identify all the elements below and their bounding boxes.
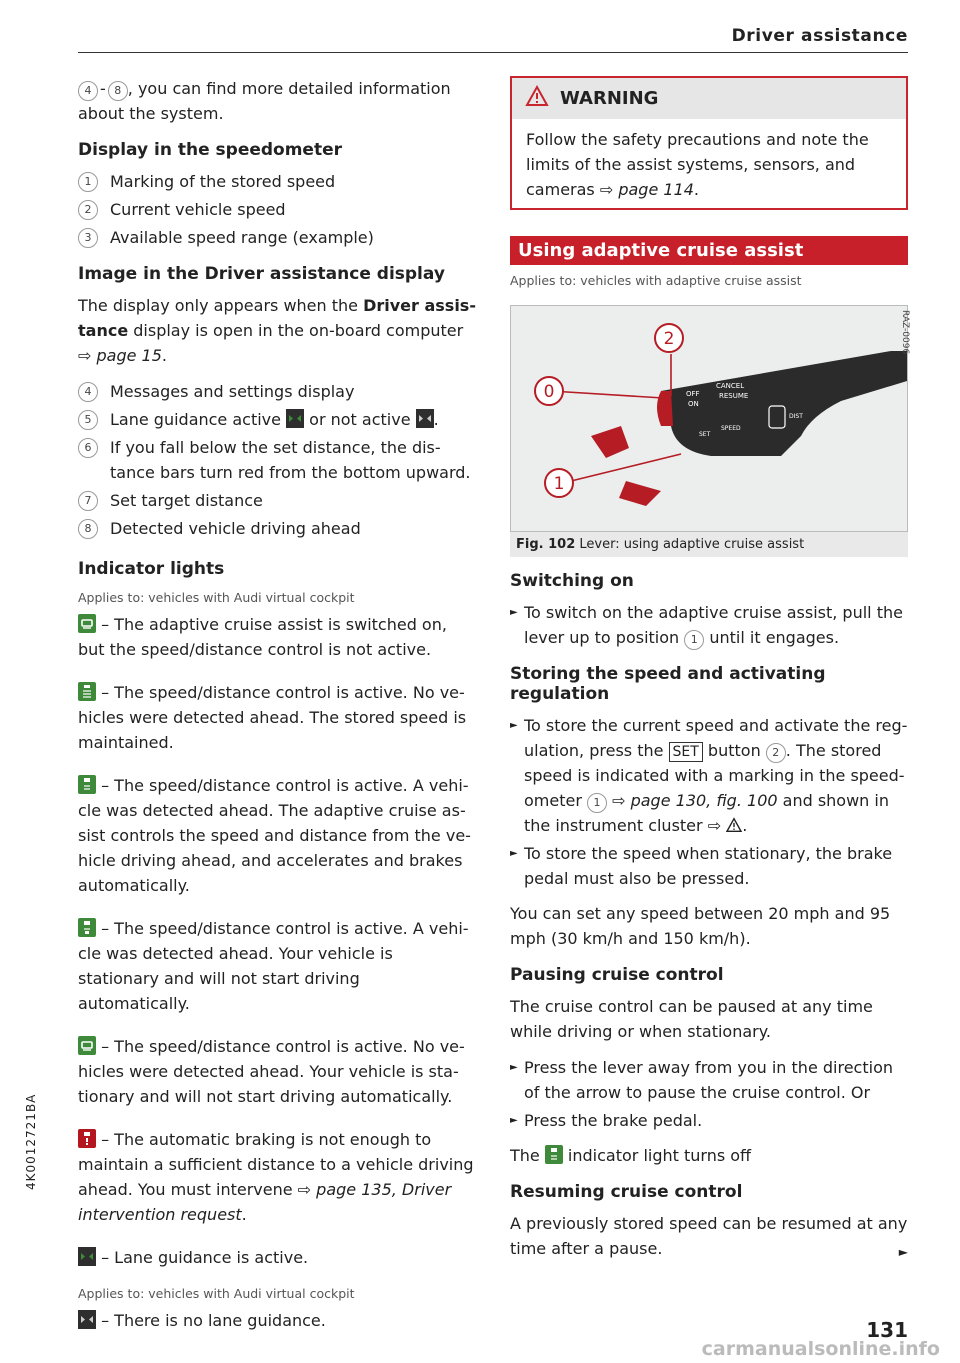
- callout-number: 2: [78, 200, 98, 220]
- text: The display only appears when the: [78, 296, 364, 315]
- bullet-arrow-icon: ►: [510, 848, 518, 859]
- text: until it engages.: [704, 628, 840, 647]
- item-text: [110, 407, 439, 432]
- lever-label-dist: DIST: [789, 413, 803, 420]
- lane-guidance-inactive-icon: [78, 1310, 96, 1329]
- text: – There is no lane guidance.: [96, 1311, 326, 1330]
- page-reference[interactable]: ⇨ page 114: [599, 180, 694, 199]
- bullet-arrow-icon: ►: [510, 1062, 518, 1073]
- item-text: Detected vehicle driving ahead: [110, 519, 361, 538]
- text: display is open in the on-board computer: [128, 321, 464, 340]
- page-reference[interactable]: ⇨ page 135, Driver intervention request: [78, 1180, 452, 1224]
- pause-paragraph: The cruise control can be paused at any time while driving or when stationary.: [510, 997, 873, 1041]
- callout-4: 4: [78, 81, 98, 101]
- acc-stationary-no-vehicle-icon: [78, 1036, 96, 1055]
- item-text: Set target distance: [110, 491, 263, 510]
- lane-guidance-inactive-icon: [416, 409, 434, 428]
- text: A previously stored speed can be resumed at any time after a pause.: [510, 1214, 908, 1258]
- callout-number: 1: [587, 793, 607, 813]
- header-title: Driver assistance: [731, 26, 908, 46]
- text: or not active: [304, 410, 416, 429]
- lever-label-cancel: CANCEL: [716, 382, 745, 390]
- text: .: [241, 1205, 247, 1224]
- caption-text: Lever: using adaptive cruise assist: [579, 537, 805, 552]
- acc-active-vehicle-icon: [545, 1145, 563, 1164]
- callout-number: 8: [78, 519, 98, 539]
- list-item: [78, 225, 476, 250]
- callout-number: 5: [78, 410, 98, 430]
- text: To switch on the adaptive cruise assist, pull the lever up to position: [524, 603, 903, 647]
- figure-caption: [510, 532, 908, 557]
- store-heading: Storing the speed and activating regulation: [510, 664, 826, 704]
- warning-title: WARNING: [560, 88, 659, 109]
- bullet-arrow-icon: ►: [510, 607, 518, 618]
- text: – The speed/distance control is active. No vehicles were detected ahead. Your vehicle is stationary and will not start driving automatically.: [78, 1037, 465, 1106]
- applies-note: Applies to: vehicles with Audi virtual cockpit: [78, 590, 355, 605]
- light-entry: [78, 916, 476, 1016]
- light-entry: [78, 1127, 476, 1227]
- applies-note: Applies to: vehicles with Audi virtual cockpit: [78, 1286, 355, 1301]
- indicator-paragraph: [510, 1143, 908, 1168]
- text: .: [693, 180, 700, 199]
- light-entry: [78, 1245, 476, 1270]
- callout-number: 1: [684, 630, 704, 650]
- range-paragraph: You can set any speed between 20 mph and 95 mph (30 km/h and 150 km/h).: [510, 904, 891, 948]
- item-text: Marking of the stored speed: [110, 172, 336, 191]
- callout-number: 4: [78, 382, 98, 402]
- list-item: [78, 407, 476, 432]
- list-item: [78, 197, 476, 222]
- text: .: [161, 346, 167, 365]
- light-entry: [78, 612, 476, 662]
- text: The: [510, 1146, 545, 1165]
- text: . The stored speed is indicated with a marking in the speedometer: [524, 741, 905, 810]
- text: .: [742, 816, 748, 835]
- resume-paragraph: [510, 1211, 908, 1261]
- item-text: Press the lever away from you in the direction of the arrow to pause the cruise control. Or: [524, 1058, 893, 1102]
- callout-0: 0: [543, 382, 555, 402]
- bullet-arrow-icon: ►: [510, 720, 518, 731]
- switch-heading: Switching on: [510, 571, 634, 591]
- right-column: [510, 76, 908, 1272]
- text: – The speed/distance control is active. No vehicles were detected ahead. The stored speed is maintained.: [78, 683, 467, 752]
- text: – The speed/distance control is active. A vehicle was detected ahead. The adaptive cruise assist controls the speed and distance from the vehicle driving ahead, and accelerates and brakes automatically.: [78, 776, 471, 895]
- text: Follow the safety precautions and note the limits of the assist systems, sensors, and cameras: [526, 130, 869, 199]
- callout-number: 7: [78, 491, 98, 511]
- callout-number: 6: [78, 438, 98, 458]
- lever-figure: [510, 305, 908, 532]
- driver-intervention-icon: [78, 1129, 96, 1148]
- item-text: Press the brake pedal.: [524, 1111, 703, 1130]
- lever-label-set: SET: [699, 431, 711, 438]
- item-text: If you fall below the set distance, the distance bars turn red from the bottom upward.: [110, 438, 471, 482]
- text: and shown in the instrument cluster ⇨: [524, 791, 889, 835]
- acc-stationary-vehicle-icon: [78, 918, 96, 937]
- lever-illustration: [511, 306, 910, 531]
- intro-text: , you can find more detailed information about the system.: [78, 79, 451, 123]
- lane-guidance-active-icon: [286, 409, 304, 428]
- list-item: [78, 435, 476, 485]
- lever-label-resume: RESUME: [719, 392, 749, 400]
- continue-arrow-icon: ►: [898, 1245, 908, 1259]
- lever-label-off: OFF: [686, 390, 700, 398]
- warning-box: [510, 76, 908, 210]
- text: button: [702, 741, 766, 760]
- image-intro: [78, 293, 476, 368]
- list-item: [510, 713, 908, 838]
- bullet-arrow-icon: ►: [510, 1115, 518, 1126]
- list-item: [510, 600, 908, 650]
- text: – Lane guidance is active.: [96, 1248, 309, 1267]
- speedo-heading: Display in the speedometer: [78, 140, 343, 160]
- page-number: 131: [866, 1318, 908, 1342]
- item-text: Messages and settings display: [110, 382, 355, 401]
- warning-triangle-icon: [526, 86, 548, 111]
- callout-number: 1: [78, 172, 98, 192]
- item-text: [524, 600, 908, 650]
- figure-code: RAZ-0096: [900, 310, 910, 355]
- acc-active-vehicle-icon: [78, 775, 96, 794]
- callout-8: 8: [108, 81, 128, 101]
- acc-standby-icon: [78, 614, 96, 633]
- page-reference[interactable]: ⇨ page 130, fig. 100: [612, 791, 778, 810]
- callout-2: 2: [663, 329, 675, 349]
- text: Lane guidance active: [110, 410, 287, 429]
- lane-guidance-active-icon: [78, 1247, 96, 1266]
- list-item: [510, 1055, 908, 1105]
- list-item: [78, 169, 476, 194]
- item-text: Current vehicle speed: [110, 200, 286, 219]
- intro-paragraph: 4 - 8 , you can find more detailed information about the system.: [78, 79, 451, 123]
- text: To store the current speed and activate the regulation, press the: [524, 716, 908, 760]
- warning-header: [512, 78, 906, 119]
- list-item: [510, 841, 908, 891]
- text: – The adaptive cruise assist is switched on, but the speed/distance control is not active.: [78, 615, 447, 659]
- list-item: [78, 379, 476, 404]
- warning-triangle-icon: [726, 816, 742, 835]
- light-entry: [78, 1034, 476, 1109]
- light-entry: [78, 1308, 476, 1333]
- text: .: [433, 410, 439, 429]
- acc-active-no-vehicle-icon: [78, 682, 96, 701]
- text: – The automatic braking is not enough to maintain a sufficient distance to a vehicle driving ahead. You must intervene: [78, 1130, 474, 1199]
- item-text: Available speed range (example): [110, 228, 374, 247]
- figure-number: Fig. 102: [516, 537, 576, 552]
- pause-heading: Pausing cruise control: [510, 965, 724, 985]
- list-item: [78, 516, 476, 541]
- list-item: [510, 1108, 908, 1133]
- document-code: 4K0012721BA: [24, 1093, 38, 1190]
- lever-label-speed: SPEED: [721, 425, 741, 432]
- left-column: [78, 76, 476, 1344]
- light-entry: [78, 680, 476, 755]
- warning-body: [512, 119, 906, 208]
- image-heading: Image in the Driver assistance display: [78, 264, 445, 284]
- callout-number: 2: [766, 743, 786, 763]
- callout-number: 3: [78, 228, 98, 248]
- light-entry: [78, 773, 476, 898]
- set-key-label: SET: [669, 742, 703, 762]
- item-text: [524, 713, 908, 838]
- lever-label-on: ON: [688, 400, 699, 408]
- text: indicator light turns off: [562, 1146, 752, 1165]
- list-item: [78, 488, 476, 513]
- text: – The speed/distance control is active. A vehicle was detected ahead. Your vehicle is stationary and will not start driving automatically.: [78, 919, 469, 1013]
- lights-heading: Indicator lights: [78, 559, 225, 579]
- section-title: Using adaptive cruise assist: [510, 236, 908, 265]
- item-text: To store the speed when stationary, the brake pedal must also be pressed.: [524, 844, 893, 888]
- bold-text: Driver assistance: [78, 296, 476, 340]
- applies-note: Applies to: vehicles with adaptive cruise assist: [510, 273, 802, 288]
- page-reference[interactable]: ⇨ page 15: [78, 346, 162, 365]
- callout-1: 1: [553, 474, 565, 494]
- resume-heading: Resuming cruise control: [510, 1182, 743, 1202]
- watermark: carmanualsonline.info: [701, 1338, 940, 1360]
- header-rule: [78, 52, 908, 53]
